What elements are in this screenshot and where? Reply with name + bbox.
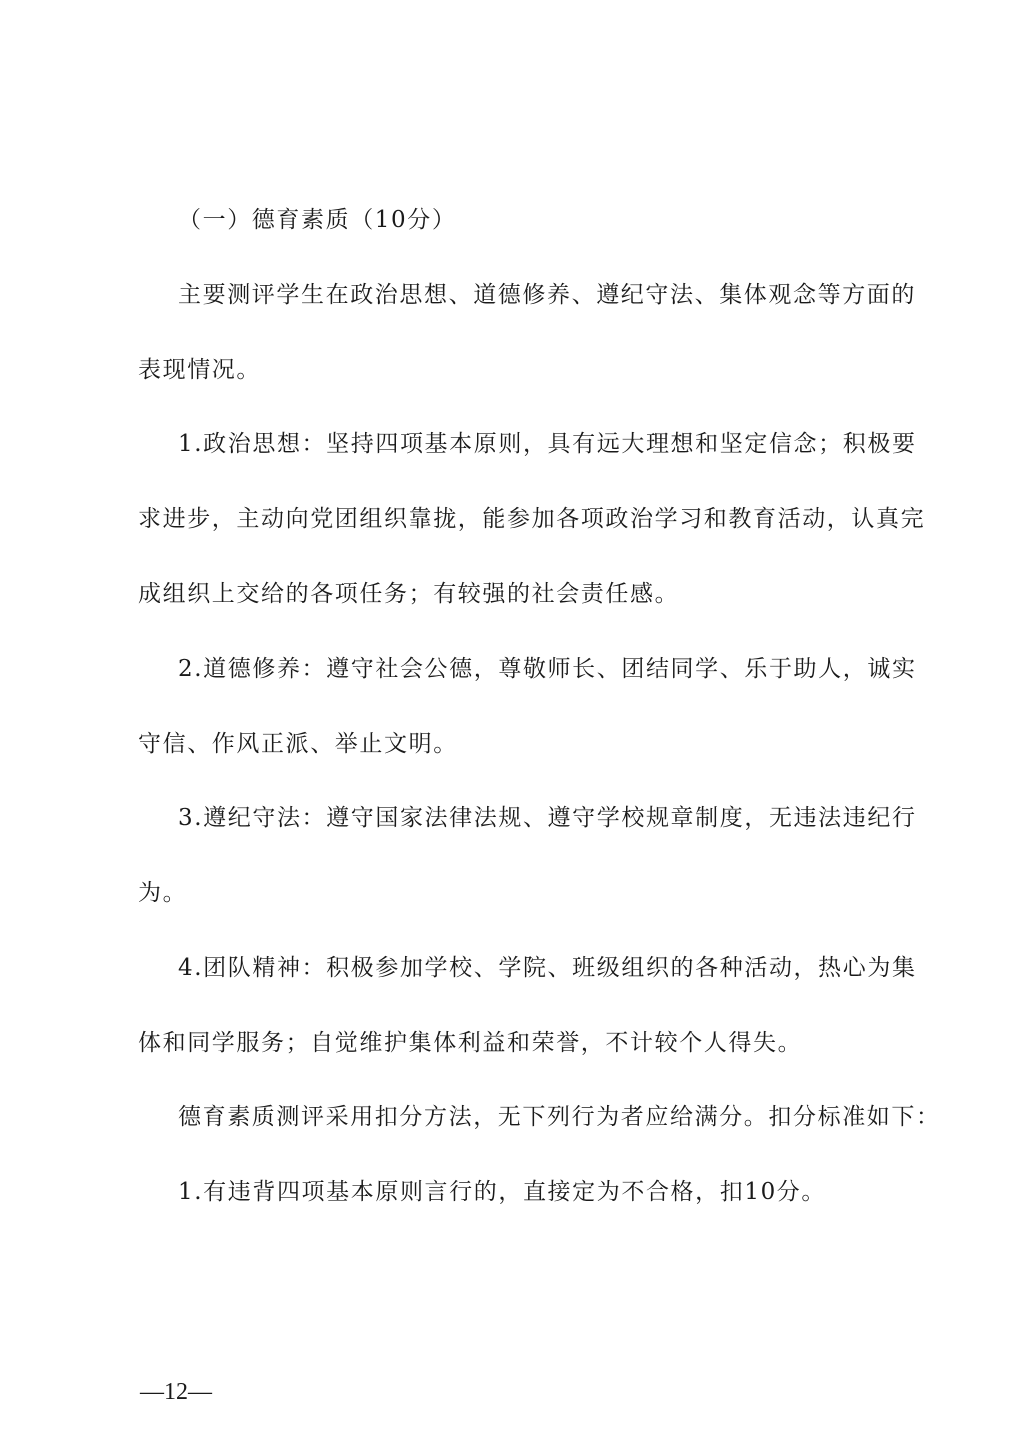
item-3-line-1: 3.遵纪守法：遵守国家法律法规、遵守学校规章制度，无违法违纪行 — [178, 805, 917, 831]
item-2-line-2: 守信、作风正派、举止文明。 — [138, 731, 458, 757]
method-text: 德育素质测评采用扣分方法，无下列行为者应给满分。扣分标准如下： — [178, 1104, 941, 1130]
item-4-line-2: 体和同学服务；自觉维护集体利益和荣誉，不计较个人得失。 — [138, 1030, 803, 1056]
item-2-line-1: 2.道德修养：遵守社会公德，尊敬师长、团结同学、乐于助人，诚实 — [178, 656, 917, 682]
item-1-line-1: 1.政治思想：坚持四项基本原则，具有远大理想和坚定信念；积极要 — [178, 431, 917, 457]
deduction-item-1: 1.有违背四项基本原则言行的，直接定为不合格，扣10分。 — [178, 1179, 827, 1205]
intro-line-2: 表现情况。 — [138, 357, 261, 383]
intro-line-1: 主要测评学生在政治思想、道德修养、遵纪守法、集体观念等方面的 — [178, 282, 916, 308]
item-3-line-2: 为。 — [138, 880, 188, 906]
item-1-line-2: 求进步，主动向党团组织靠拢，能参加各项政治学习和教育活动，认真完 — [138, 506, 926, 532]
item-1-line-3: 成组织上交给的各项任务；有较强的社会责任感。 — [138, 581, 680, 607]
section-heading: （一）德育素质（10分） — [178, 207, 457, 233]
item-4-line-1: 4.团队精神：积极参加学校、学院、班级组织的各种活动，热心为集 — [178, 955, 917, 981]
page-number: —12— — [140, 1379, 212, 1405]
